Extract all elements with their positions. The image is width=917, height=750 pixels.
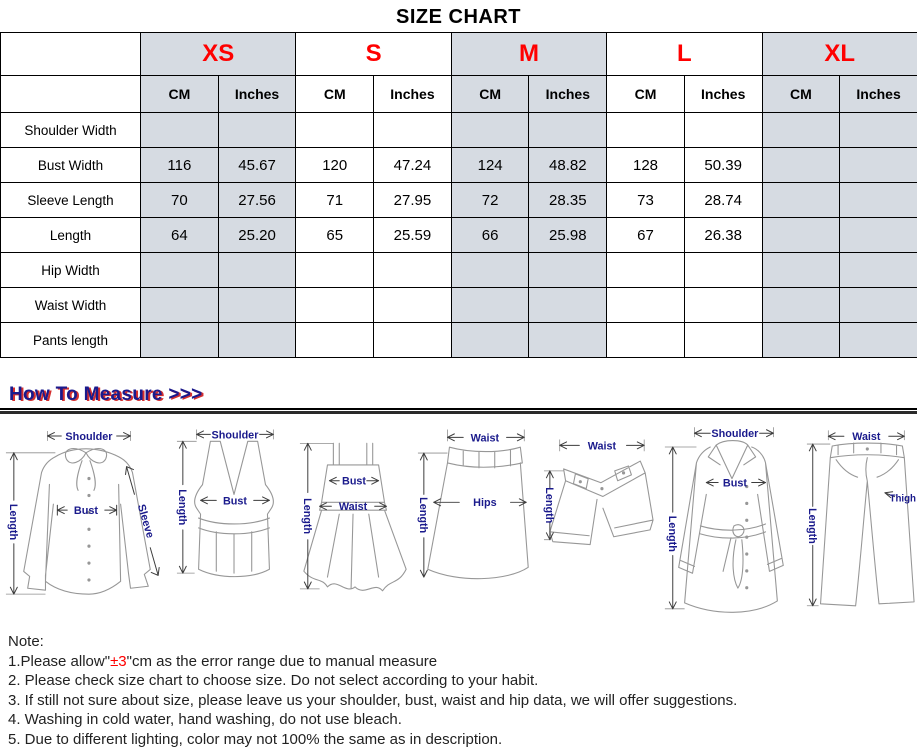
blouse-outline (24, 449, 151, 595)
value-cell: 72 (451, 183, 529, 218)
value-cell: 71 (296, 183, 374, 218)
size-header-m: M (451, 33, 606, 76)
value-cell: 28.35 (529, 183, 607, 218)
note-line-2: 2. Please check size chart to choose size. Do not select according to your habit. (8, 672, 539, 689)
table-row (1, 148, 917, 183)
unit-header-inches: Inches (529, 76, 607, 113)
unit-header-inches: Inches (218, 76, 296, 113)
unit-header-cm: CM (607, 76, 685, 113)
pants-thigh-label: Thigh (889, 493, 917, 505)
value-cell: 124 (451, 148, 529, 183)
value-cell (529, 323, 607, 358)
row-label: Waist Width (1, 288, 141, 323)
value-cell: 27.95 (374, 183, 452, 218)
value-cell: 66 (451, 218, 529, 253)
skirt-figure (414, 422, 542, 622)
value-cell: 25.98 (529, 218, 607, 253)
value-cell (840, 218, 917, 253)
value-cell (296, 113, 374, 148)
value-cell (607, 323, 685, 358)
dress-bust-label: Bust (342, 475, 367, 488)
value-cell: 67 (607, 218, 685, 253)
value-cell (840, 288, 917, 323)
dress-waist-label: Waist (338, 501, 368, 514)
unit-header-row (1, 76, 917, 113)
skirt-hips-label: Hips (473, 497, 497, 510)
value-cell (296, 323, 374, 358)
dress-figure (296, 422, 414, 622)
shorts-outline (550, 461, 653, 545)
note1-tolerance: ±3 (110, 652, 127, 670)
value-cell (840, 253, 917, 288)
dress-length-label: Length (300, 498, 313, 535)
value-cell: 128 (607, 148, 685, 183)
pants-outline (821, 443, 915, 606)
row-label: Hip Width (1, 253, 141, 288)
value-cell (684, 323, 762, 358)
value-cell (296, 288, 374, 323)
unit-header-cm: CM (141, 76, 219, 113)
value-cell (762, 148, 840, 183)
size-header-l: L (607, 33, 762, 76)
note-line-4: 4. Washing in cold water, hand washing, do not use bleach. (8, 711, 402, 728)
value-cell (218, 288, 296, 323)
value-cell (374, 288, 452, 323)
size-chart-body (1, 113, 917, 358)
row-label: Bust Width (1, 148, 141, 183)
value-cell (762, 253, 840, 288)
unit-header-cm: CM (762, 76, 840, 113)
blouse-bust-label: Bust (73, 505, 99, 518)
value-cell (684, 253, 762, 288)
value-cell: 45.67 (218, 148, 296, 183)
value-cell (451, 253, 529, 288)
coat-bust-label: Bust (722, 477, 747, 490)
notes-heading: Note: (8, 633, 44, 650)
pants-length-label: Length (805, 508, 818, 544)
shorts-waist-label: Waist (587, 440, 617, 453)
blouse-figure (0, 422, 173, 622)
size-chart-table (0, 32, 917, 358)
value-cell (218, 253, 296, 288)
value-cell (374, 113, 452, 148)
value-cell (529, 113, 607, 148)
pants-guides (807, 430, 904, 605)
skirt-waist-label: Waist (470, 432, 500, 445)
value-cell: 73 (607, 183, 685, 218)
value-cell (607, 253, 685, 288)
value-cell: 28.74 (684, 183, 762, 218)
value-cell: 70 (141, 183, 219, 218)
note1-suffix: "cm as the error range due to manual measure (126, 652, 438, 670)
value-cell (141, 323, 219, 358)
tank-top-outline (195, 441, 274, 576)
value-cell (529, 288, 607, 323)
tank-top-bust-label: Bust (222, 495, 248, 508)
value-cell (374, 323, 452, 358)
row-label: Length (1, 218, 141, 253)
row-label: Shoulder Width (1, 113, 141, 148)
unit-header-cm: CM (296, 76, 374, 113)
coat-outline (679, 441, 784, 613)
row-label: Pants length (1, 323, 141, 358)
note-line-1 (8, 652, 917, 672)
value-cell: 27.56 (218, 183, 296, 218)
table-row (1, 323, 917, 358)
value-cell (762, 288, 840, 323)
value-cell (141, 288, 219, 323)
value-cell (840, 113, 917, 148)
pants-waist-label: Waist (852, 431, 881, 444)
value-cell (451, 288, 529, 323)
coat-shoulder-label: Shoulder (711, 428, 759, 441)
coat-guides (665, 427, 774, 609)
size-header-xs: XS (141, 33, 296, 76)
unit-header-inches: Inches (374, 76, 452, 113)
notes-section (8, 632, 917, 749)
shorts-figure (542, 422, 655, 622)
note-line-3: 3. If still not sure about size, please leave us your shoulder, bust, waist and hip data, we will offer suggestions. (8, 691, 738, 709)
size-header-row (1, 33, 917, 76)
pants-dimensions (809, 433, 904, 606)
measure-figures (0, 422, 917, 622)
value-cell (451, 323, 529, 358)
value-cell (762, 183, 840, 218)
value-cell (218, 113, 296, 148)
value-cell: 50.39 (684, 148, 762, 183)
dress-outline (304, 443, 406, 590)
page-title: SIZE CHART (396, 6, 521, 28)
table-row (1, 183, 917, 218)
value-cell (762, 218, 840, 253)
unit-header-inches: Inches (684, 76, 762, 113)
table-row (1, 288, 917, 323)
table-row (1, 253, 917, 288)
corner-cell (1, 33, 141, 76)
skirt-length-label: Length (416, 497, 429, 534)
blouse-shoulder-label: Shoulder (65, 430, 113, 443)
value-cell: 25.20 (218, 218, 296, 253)
value-cell (141, 113, 219, 148)
value-cell: 120 (296, 148, 374, 183)
coat-length-label: Length (665, 515, 678, 552)
unit-header-inches: Inches (840, 76, 917, 113)
tank-top-shoulder-label: Shoulder (211, 429, 259, 442)
pants-figure (803, 422, 917, 622)
unit-header-cm: CM (451, 76, 529, 113)
value-cell (762, 113, 840, 148)
row-label: Sleeve Length (1, 183, 141, 218)
corner-cell (1, 76, 141, 113)
section-divider (0, 408, 917, 414)
value-cell (218, 323, 296, 358)
blouse-length-label: Length (6, 503, 19, 541)
value-cell (374, 253, 452, 288)
value-cell (762, 323, 840, 358)
value-cell (141, 253, 219, 288)
value-cell (840, 183, 917, 218)
value-cell: 25.59 (374, 218, 452, 253)
value-cell (684, 113, 762, 148)
how-to-measure-heading: How To Measure >>> (9, 384, 203, 405)
value-cell (451, 113, 529, 148)
value-cell (296, 253, 374, 288)
size-header-xl: XL (762, 33, 917, 76)
coat-figure (655, 422, 803, 622)
value-cell (684, 288, 762, 323)
value-cell: 116 (141, 148, 219, 183)
value-cell (607, 113, 685, 148)
size-header-s: S (296, 33, 451, 76)
blouse-sleeve-label: Sleeve (134, 503, 156, 540)
note-line-5: 5. Due to different lighting, color may not 100% the same as in description. (8, 730, 503, 748)
value-cell (840, 148, 917, 183)
value-cell: 48.82 (529, 148, 607, 183)
table-row (1, 218, 917, 253)
value-cell: 65 (296, 218, 374, 253)
tank-top-length-label: Length (175, 489, 188, 526)
skirt-outline (428, 447, 528, 578)
value-cell (607, 288, 685, 323)
tank-top-figure (173, 422, 296, 622)
shorts-length-label: Length (542, 487, 555, 524)
table-row (1, 113, 917, 148)
value-cell (529, 253, 607, 288)
value-cell: 26.38 (684, 218, 762, 253)
note1-prefix: 1.Please allow" (8, 652, 111, 670)
value-cell: 64 (141, 218, 219, 253)
value-cell: 47.24 (374, 148, 452, 183)
value-cell (840, 323, 917, 358)
